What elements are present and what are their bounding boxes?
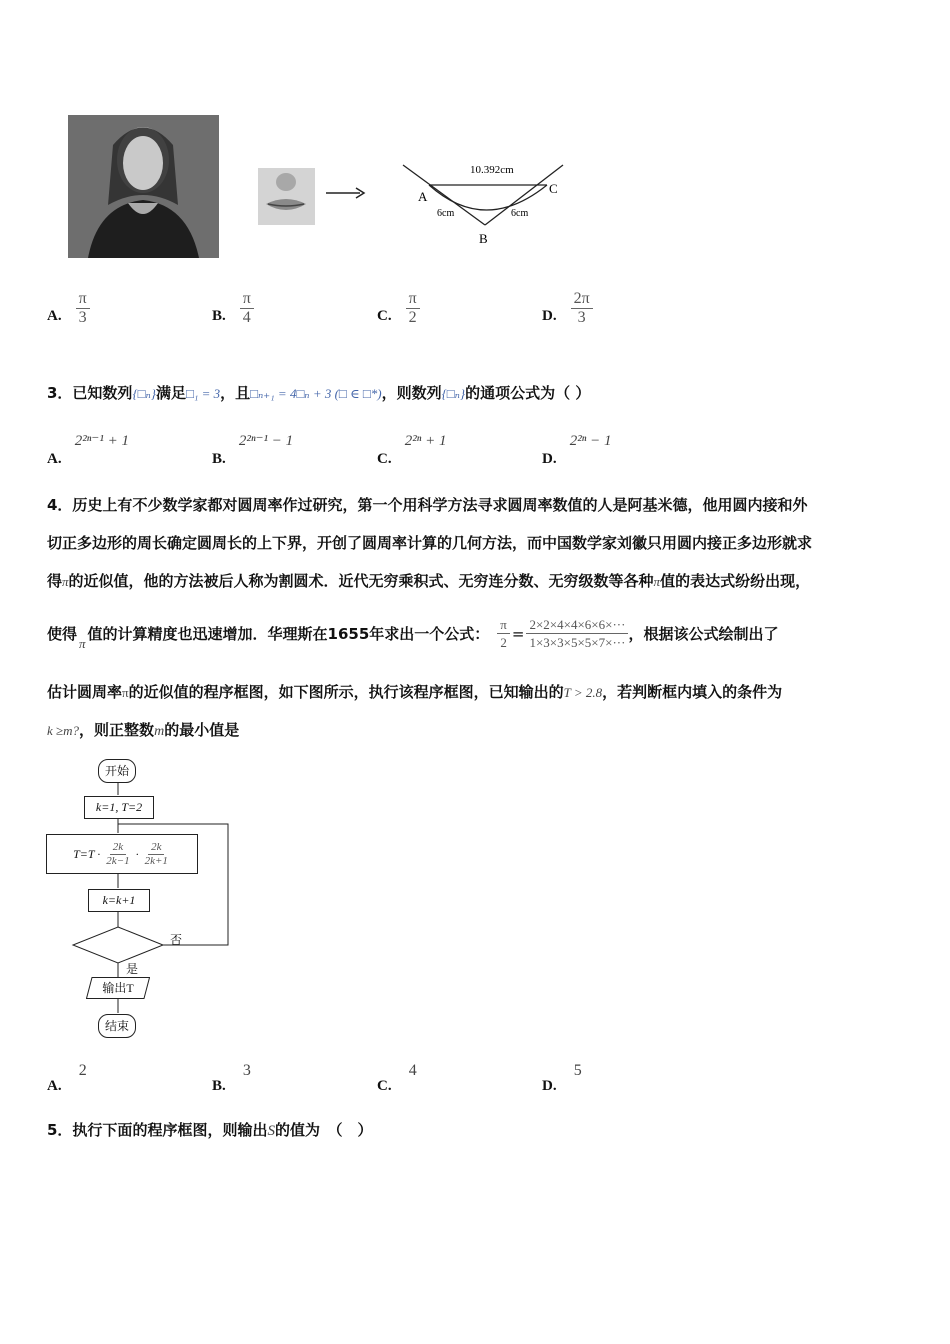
pi-symbol: π — [122, 685, 129, 700]
m-symbol: m — [154, 724, 165, 739]
update-node: T=T · $\frac{2k}{2k-1}$ · $\frac{2k}{2k+1}$ — [46, 834, 198, 874]
q4-line-4: 使得 π 值的计算精度也迅速增加．华理斯在1655年求出一个公式： $\frac{\pi}{2}$ = $\frac{2\times 2\times 4\times 4\times 6\times 6\times\cdot\cdot\cdot}{1\times 3\times 3\times 5\times 5\times 7\times\cdot\cdot\cdot}$ ，根据该公式绘制出了 — [47, 617, 779, 651]
start-node: 开始 — [98, 759, 136, 783]
point-c-label: C — [549, 181, 558, 196]
end-node: 结束 — [98, 1014, 136, 1038]
fraction-numerator: 2π — [571, 290, 593, 309]
wallis-product-fraction: $\frac{2\times 2\times 4\times 4\times 6\times 6\times\cdot\cdot\cdot}{1\times 3\times 3\times 5\times 5\times 7\times\cdot\cdot\cdot}$ — [526, 616, 628, 651]
pi-symbol: π — [79, 635, 86, 651]
fraction-numerator: π — [240, 290, 254, 309]
question-5-stem: 5．执行下面的程序框图，则输出S的值为 （ ） — [47, 1121, 373, 1139]
q2-option-a[interactable] — [47, 290, 90, 327]
fraction-denominator: 3 — [577, 309, 586, 326]
output-condition: T > 2.8 — [563, 685, 603, 700]
point-a-label: A — [418, 189, 428, 204]
q4-option-d[interactable]: D. 5 — [542, 1062, 582, 1094]
option-expression: 2²ⁿ⁻¹ − 1 — [238, 433, 294, 449]
arrow-right-icon — [326, 185, 366, 204]
side-left-label: 6cm — [437, 208, 455, 219]
q3-option-a[interactable]: A. 2²ⁿ⁻¹ + 1 — [47, 433, 129, 467]
option-expression: 2²ⁿ − 1 — [569, 433, 612, 449]
q3-option-b[interactable]: B. 2²ⁿ⁻¹ − 1 — [212, 433, 294, 467]
lips-image — [258, 168, 315, 225]
q4-option-c[interactable]: C. 4 — [377, 1062, 417, 1094]
wallis-lhs-fraction: $\frac{\pi}{2}$ — [497, 616, 510, 651]
option-label: D. — [542, 308, 557, 324]
option-value: 3 — [242, 1062, 251, 1079]
option-label: A. — [47, 308, 62, 324]
lip-geometry-diagram — [395, 155, 575, 250]
q3-option-c[interactable]: C. 2²ⁿ + 1 — [377, 433, 447, 467]
q4-line-2: 切正多边形的周长确定圆周长的上下界，开创了圆周率计算的几何方法，而中国数学家刘徽只用圆内接正多边形就求 — [47, 534, 813, 552]
fraction-denominator: 3 — [78, 309, 87, 326]
initial-condition: □₁ = 3 — [186, 386, 221, 401]
fraction-numerator: π — [406, 290, 420, 309]
fraction-denominator: 4 — [242, 309, 251, 326]
yes-label: 是 — [126, 962, 139, 976]
q4-line-3: 得π的近似值，他的方法被后人称为割圆术．近代无穷乘积式、无穷连分数、无穷级数等各种π值的表达式纷纷出现， — [47, 572, 811, 590]
q4-line-6: k ≥m?，则正整数m的最小值是 — [47, 721, 240, 739]
q2-option-d[interactable] — [542, 290, 593, 327]
q4-option-a[interactable]: A. 2 — [47, 1062, 87, 1094]
side-right-label: 6cm — [511, 208, 529, 219]
increment-node: k=k+1 — [88, 889, 150, 912]
option-value: 5 — [573, 1062, 582, 1079]
judgment-condition: k ≥m? — [47, 723, 80, 738]
option-expression: 2²ⁿ⁻¹ + 1 — [74, 433, 129, 449]
option-value: 4 — [408, 1062, 417, 1079]
output-node: 输出T — [86, 977, 150, 999]
sequence-symbol-2: {□ₙ} — [441, 386, 466, 401]
q3-option-d[interactable]: D. 2²ⁿ − 1 — [542, 433, 612, 467]
recurrence-relation: □ₙ₊₁ = 4□ₙ + 3 (□ ∈ □*) — [250, 386, 382, 401]
fraction-numerator: π — [76, 290, 90, 309]
option-expression: 2²ⁿ + 1 — [404, 433, 447, 449]
point-b-label: B — [479, 231, 488, 246]
q2-option-b[interactable] — [212, 290, 254, 327]
pi-symbol: π — [653, 574, 661, 589]
length-label: 10.392cm — [470, 164, 514, 176]
option-label: C. — [377, 308, 392, 324]
no-label: 否 — [170, 933, 183, 947]
mona-lisa-image — [68, 115, 219, 258]
sequence-symbol: {□ₙ} — [132, 386, 156, 401]
pi-symbol: π — [62, 574, 69, 589]
s-symbol: S — [267, 1123, 275, 1139]
option-value: 2 — [78, 1062, 87, 1079]
option-label: B. — [212, 308, 226, 324]
question-3-stem: 3．已知数列{□ₙ}满足□₁ = 3，且□ₙ₊₁ = 4□ₙ + 3 (□ ∈ □*)，则数列{□ₙ}的通项公式为（ ） — [47, 384, 591, 402]
q4-line-1: 4．历史上有不少数学家都对圆周率作过研究，第一个用科学方法寻求圆周率数值的人是阿基米德，他用圆内接和外 — [47, 496, 808, 514]
q4-line-5: 估计圆周率π的近似值的程序框图，如下图所示，执行该程序框图，已知输出的T > 2.8，若判断框内填入的条件为 — [47, 683, 783, 701]
flowchart — [40, 755, 240, 1045]
q2-option-c[interactable] — [377, 290, 420, 327]
init-node: k=1, T=2 — [84, 796, 154, 819]
fraction-denominator: 2 — [408, 309, 417, 326]
q4-option-b[interactable]: B. 3 — [212, 1062, 251, 1094]
